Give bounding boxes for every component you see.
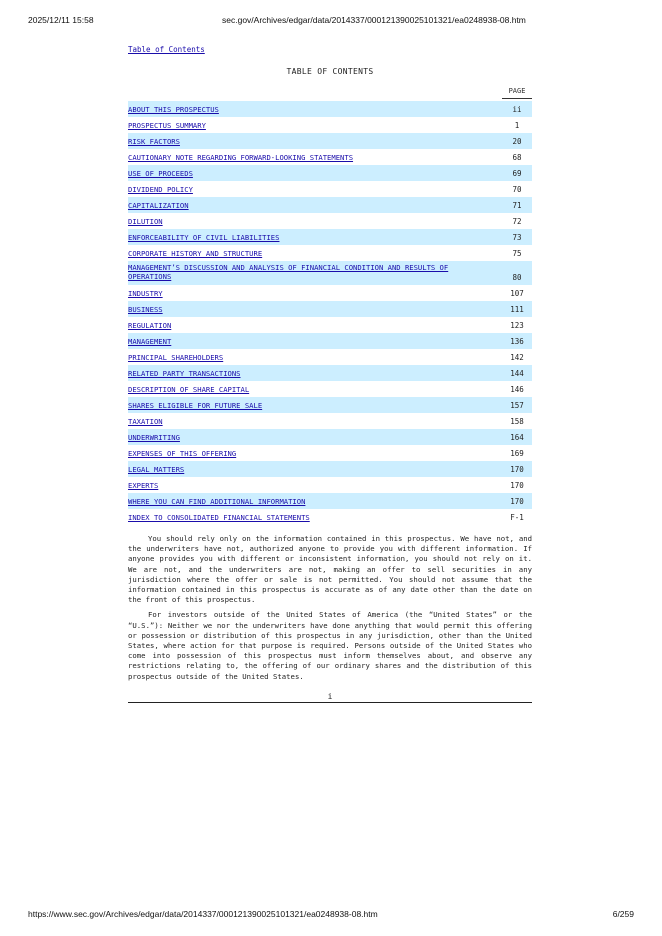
toc-row <box>128 229 532 245</box>
toc-header-row <box>128 87 532 100</box>
toc-entry-page: 20 <box>512 136 522 146</box>
toc-row <box>128 429 532 445</box>
toc-row <box>128 213 532 229</box>
toc-entry-page: 170 <box>510 480 524 490</box>
toc-row <box>128 349 532 365</box>
toc-entry-link[interactable]: EXPENSES OF THIS OFFERING <box>128 448 237 458</box>
toc-entry-link[interactable]: CAUTIONARY NOTE REGARDING FORWARD-LOOKING STATEMENTS <box>128 152 354 162</box>
page-number: i <box>327 691 333 701</box>
table-of-contents-link[interactable]: Table of Contents <box>128 45 205 54</box>
toc-entry-page: 73 <box>512 232 522 242</box>
toc-row <box>128 117 532 133</box>
toc-entry-page: 146 <box>510 384 524 394</box>
toc-entry-page: 157 <box>510 400 524 410</box>
toc-entry-page: 136 <box>510 336 524 346</box>
disclaimer-paragraph: You should rely only on the information contained in this prospectus. We have not, and the underwriters have not, authorized anyone to provide you with different information. If anyone provides you with different or inconsistent information, you should not rely on it. We are not, and the underwriters are not, making an offer to sell securities in any jurisdiction where the offer or sale is not permitted. You should not assume that the information contained in this prospectus is accurate as of any date other than the date on the front of this prospectus. <box>128 534 532 605</box>
toc-row <box>128 133 532 149</box>
toc-entry-link[interactable]: PROSPECTUS SUMMARY <box>128 120 206 130</box>
toc-list <box>128 101 532 525</box>
toc-entry-link[interactable]: ABOUT THIS PROSPECTUS <box>128 104 219 114</box>
toc-entry-page: 170 <box>510 464 524 474</box>
toc-row <box>128 301 532 317</box>
toc-row <box>128 381 532 397</box>
toc-row <box>128 509 532 525</box>
toc-row <box>128 365 532 381</box>
toc-entry-link[interactable]: PRINCIPAL SHAREHOLDERS <box>128 352 224 362</box>
toc-entry-link[interactable]: CORPORATE HISTORY AND STRUCTURE <box>128 248 263 258</box>
toc-entry-page: 72 <box>512 216 522 226</box>
toc-entry-link[interactable]: SHARES ELIGIBLE FOR FUTURE SALE <box>128 400 263 410</box>
toc-row <box>128 197 532 213</box>
toc-entry-page: 107 <box>510 288 524 298</box>
toc-row <box>128 445 532 461</box>
toc-entry-page: F-1 <box>510 512 524 522</box>
toc-entry-page: 123 <box>510 320 524 330</box>
toc-entry-page: 69 <box>512 168 522 178</box>
toc-entry-page: 71 <box>512 200 522 210</box>
toc-entry-page: 164 <box>510 432 524 442</box>
toc-entry-link[interactable]: REGULATION <box>128 320 172 330</box>
toc-entry-page: ii <box>512 104 522 114</box>
toc-entry-link[interactable]: INDEX TO CONSOLIDATED FINANCIAL STATEMENTS <box>128 512 310 522</box>
toc-entry-link[interactable]: LEGAL MATTERS <box>128 464 185 474</box>
print-datetime: 2025/12/11 15:58 <box>28 15 94 25</box>
toc-row <box>128 181 532 197</box>
toc-row <box>128 333 532 349</box>
toc-entry-link[interactable]: WHERE YOU CAN FIND ADDITIONAL INFORMATION <box>128 496 306 506</box>
toc-row <box>128 149 532 165</box>
toc-entry-page: 68 <box>512 152 522 162</box>
toc-entry-link[interactable]: MANAGEMENT <box>128 336 172 346</box>
toc-entry-link[interactable]: DILUTION <box>128 216 163 226</box>
toc-entry-link[interactable]: EXPERTS <box>128 480 159 490</box>
print-footer <box>28 909 634 921</box>
toc-entry-page: 75 <box>512 248 522 258</box>
toc-entry-link[interactable]: MANAGEMENT’S DISCUSSION AND ANALYSIS OF FINANCIAL CONDITION AND RESULTS OF OPERATIONS <box>128 263 449 281</box>
toc-row <box>128 317 532 333</box>
print-page-count: 6/259 <box>612 909 634 919</box>
print-header-url: sec.gov/Archives/edgar/data/2014337/000121390025101321/ea0248938-08.htm <box>222 15 526 25</box>
toc-row <box>128 493 532 509</box>
toc-entry-link[interactable]: DIVIDEND POLICY <box>128 184 193 194</box>
toc-row <box>128 461 532 477</box>
toc-entry-page: 169 <box>510 448 524 458</box>
toc-entry-link[interactable]: USE OF PROCEEDS <box>128 168 193 178</box>
investors-outside-us-paragraph: For investors outside of the United States of America (the “United States” or the “U.S.”): Neither we nor the underwriters have done anything that would permit this offering or possession or distribution of this prospectus in any jurisdiction, other than the United States, where action for that purpose is required. Persons outside of the United States who come into possession of this prospectus must inform themselves about, and observe any restrictions relating to, the offering of our ordinary shares and the distribution of this prospectus outside of the United States. <box>128 610 532 681</box>
toc-row <box>128 413 532 429</box>
document-content <box>128 37 532 703</box>
page-column-header: PAGE <box>502 87 532 99</box>
toc-entry-page: 158 <box>510 416 524 426</box>
toc-row <box>128 397 532 413</box>
toc-entry-link[interactable]: RISK FACTORS <box>128 136 180 146</box>
toc-entry-link[interactable]: DESCRIPTION OF SHARE CAPITAL <box>128 384 250 394</box>
toc-entry-link[interactable]: TAXATION <box>128 416 163 426</box>
toc-row <box>128 245 532 261</box>
toc-entry-page: 111 <box>510 304 524 314</box>
toc-entry-page: 1 <box>514 120 520 130</box>
toc-entry-page: 142 <box>510 352 524 362</box>
toc-row <box>128 477 532 493</box>
toc-entry-link[interactable]: CAPITALIZATION <box>128 200 189 210</box>
toc-row <box>128 165 532 181</box>
print-footer-url: https://www.sec.gov/Archives/edgar/data/2014337/000121390025101321/ea0248938-08.htm <box>28 909 378 919</box>
toc-entry-page: 144 <box>510 368 524 378</box>
toc-entry-page: 80 <box>512 273 522 282</box>
toc-row <box>128 101 532 117</box>
toc-entry-page: 70 <box>512 184 522 194</box>
toc-entry-link[interactable]: ENFORCEABILITY OF CIVIL LIABILITIES <box>128 232 280 242</box>
toc-entry-link[interactable]: BUSINESS <box>128 304 163 314</box>
print-header <box>28 15 634 27</box>
toc-entry-link[interactable]: RELATED PARTY TRANSACTIONS <box>128 368 241 378</box>
toc-entry-page: 170 <box>510 496 524 506</box>
toc-entry-link[interactable]: INDUSTRY <box>128 288 163 298</box>
toc-title: TABLE OF CONTENTS <box>286 67 374 76</box>
page-rule <box>128 702 532 703</box>
toc-row <box>128 285 532 301</box>
toc-entry-link[interactable]: UNDERWRITING <box>128 432 180 442</box>
toc-row <box>128 261 532 285</box>
